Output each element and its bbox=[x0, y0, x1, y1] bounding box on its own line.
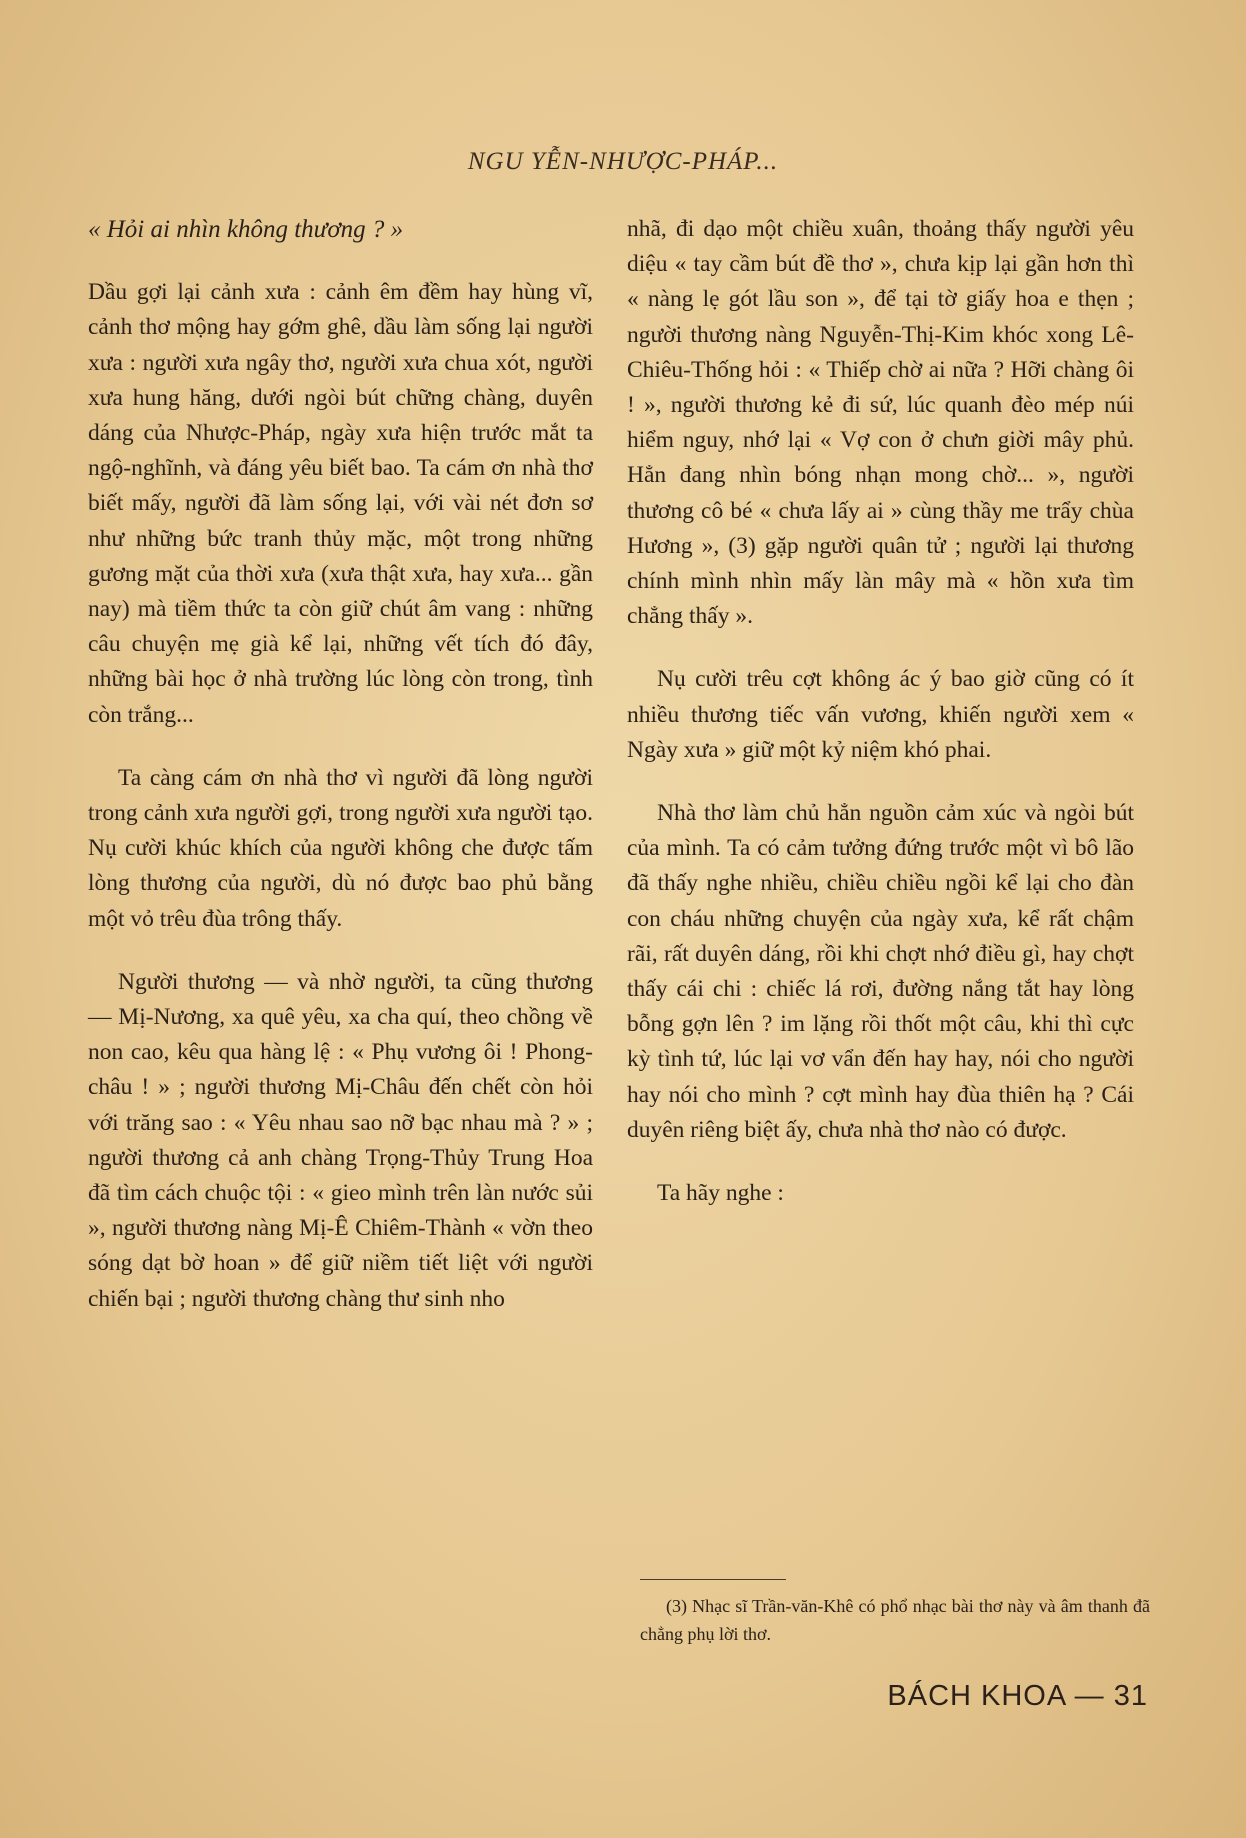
paragraph: Ta hãy nghe : bbox=[657, 1180, 784, 1207]
paragraph: Nụ cười trêu cợt không ác ý bao giờ cũng có ít nhiều thương tiếc vấn vương, khiến người xem « Ngày xưa » giữ một kỷ niệm khó phai. bbox=[627, 666, 1134, 763]
running-header: NGU YỄN-NHƯỢC-PHÁP... bbox=[467, 148, 779, 175]
paragraph: Dầu gợi lại cảnh xưa : cảnh êm đềm hay hùng vĩ, cảnh thơ mộng hay gớm ghê, dầu làm sống lại người xưa : người xưa ngây thơ, người xưa chua xót, người xưa hung hăng, dưới ngòi bút chững chàng, duyên dáng của Nhược-Pháp, ngày xưa hiện trước mắt ta ngộ-nghĩnh, và đáng yêu biết bao. Ta cám ơn nhà thơ biết mấy, người đã làm sống lại, với vài nét đơn sơ như những bức tranh thủy mặc, một trong những gương mặt của thời xưa (xưa thật xưa, hay xưa... gần nay) mà tiềm thức ta còn giữ chút âm vang : những câu chuyện mẹ già kể lại, những vết tích đó đây, những bài học ở nhà trường lúc lòng còn trong, tình còn trắng... bbox=[88, 279, 593, 728]
paragraph: nhã, đi dạo một chiều xuân, thoảng thấy người yêu diệu « tay cầm bút đề thơ », chưa kịp lại gần hơn thì « nàng lẹ gót lầu son », để tại tờ giấy hoa e thẹn ; người thương nàng Nguyễn-Thị-Kim khóc xong Lê-Chiêu-Thống hỏi : « Thiếp chờ ai nữa ? Hỡi chàng ôi ! », người thương kẻ đi sứ, lúc quanh đèo mép núi hiểm nguy, nhớ lại « Vợ con ở chưn giời mây phủ. Hẳn đang nhìn bóng nhạn mong chờ... », người thương cô bé « chưa lấy ai » cùng thầy me trẩy chùa Hương », (3) gặp người quân tử ; người lại thương chính mình nhìn mấy làn mây mà « hồn xưa tìm chẳng thấy ». bbox=[627, 216, 1134, 630]
paragraph: Nhà thơ làm chủ hẳn nguồn cảm xúc và ngòi bút của mình. Ta có cảm tưởng đứng trước một vì bô lão đã thấy nghe nhiều, chiều chiều ngồi kể lại cho đàn con cháu những chuyện của ngày xưa, kể rất chậm rãi, rất duyên dáng, rồi khi chợt nhớ điều gì, hay chợt thấy cái chi : chiếc lá rơi, đường nắng tắt hay lòng bỗng gợn lên ? im lặng rồi thốt một câu, khi thì cực kỳ tình tứ, lúc lại vơ vẩn đến hay hay, nói cho người hay nói cho mình ? cợt mình hay đùa thiên hạ ? Cái duyên riêng biệt ấy, chưa nhà thơ nào có được. bbox=[627, 800, 1134, 1143]
footnote-divider bbox=[640, 1579, 786, 1580]
right-column bbox=[627, 212, 1134, 1211]
publication-name: BÁCH KHOA bbox=[887, 1680, 1066, 1712]
section-quote-title: « Hỏi ai nhìn không thương ? » bbox=[88, 216, 404, 243]
footnote: (3) Nhạc sĩ Trần-văn-Khê có phổ nhạc bài thơ này và âm thanh đã chẳng phụ lời thơ. bbox=[640, 1596, 1150, 1644]
page-footer bbox=[887, 1680, 1148, 1713]
footer-separator: — bbox=[1074, 1680, 1105, 1712]
paragraph: Người thương — và nhờ người, ta cũng thương — Mị-Nương, xa quê yêu, xa cha quí, theo chồng về non cao, kêu qua hàng lệ : « Phụ vương ôi ! Phong-châu ! » ; người thương Mị-Châu đến chết còn hỏi với trăng sao : « Yêu nhau sao nỡ bạc nhau mà ? » ; người thương cả anh chàng Trọng-Thủy Trung Hoa đã tìm cách chuộc tội : « gieo mình trên làn nước sủi », người thương nàng Mị-Ê Chiêm-Thành « vờn theo sóng dạt bờ hoan » để giữ niềm tiết liệt với người chiến bại ; người thương chàng thư sinh nho bbox=[88, 968, 593, 1312]
paragraph: Ta càng cám ơn nhà thơ vì người đã lòng người trong cảnh xưa người gợi, trong người xưa người tạo. Nụ cười khúc khích của người không che được tấm lòng thương của người, dù nó được bao phủ bằng một vỏ trêu đùa trông thấy. bbox=[88, 764, 593, 932]
left-column bbox=[88, 212, 593, 1317]
page-number: 31 bbox=[1113, 1680, 1148, 1712]
